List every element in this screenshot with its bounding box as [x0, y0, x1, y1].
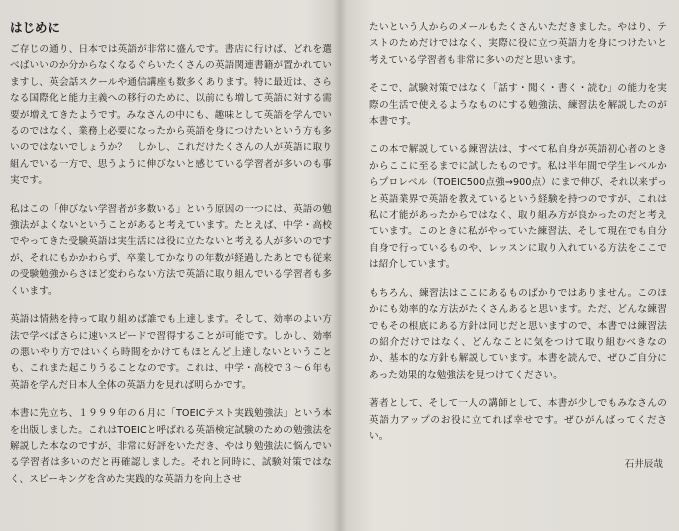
paragraph: ご存じの通り、日本では英語が非常に盛んです。書店に行けば、どれを選べばいいのか分からなくなるぐらいたくさんの英語関連書籍が置かれていますし、英会話スクールや通信講座も数多くあります。特に最近は、さらなる国際化と能力主義への移行のために、以前にも増して英語に対する需要が増えてきたようです。みなさんの中にも、趣味として英語を学んでいるのではなく、業務上必要になったから英語を身につけたいという方も多いのではないでしょうか？ しかし、これだけたくさんの人が英語に取り組んでいる一方で、思うように伸びないと感じている学習者が多いのも事実です。 [10, 44, 332, 187]
right-page [345, 0, 679, 531]
left-page [0, 0, 338, 531]
author-signature: 石井辰哉 [624, 459, 663, 471]
paragraph: そこで、試験対策ではなく「話す・聞く・書く・読む」の能力を実際の生活で使えるようなものにする勉強法、練習法を解説したのが本書です。 [369, 83, 667, 128]
paragraph: 本書に先立ち、１９９９年の６月に「TOEICテスト実践勉強法」という本を出版しました。これはTOEICと呼ばれる英語検定試験のための勉強法を解説した本なのですが、非常に好評をいただき、やはり勉強法に悩んでいる学習者は多いのだと再確認しました。それと同時に、試験対策ではなく、スピーキングを含めた実践的な英語力を向上させ [10, 408, 332, 485]
paragraph: この本で解説している練習法は、すべて私自身が英語初心者のときからここに至るまでに試したものです。私は半年間で学生レベルからプロレベル（TOEIC500点強→900点）にまで伸び、それ以来ずっと英語業界で英語を教えているという経験を持つのですが、これは私に才能があったからではなく、取り組み方が良かったのだと考えています。このときに私がやっていた練習法、そして現在でも自分自身で行っているものや、レッスンに取り入れている方法をここでは紹介しています。 [369, 144, 667, 271]
paragraph: 英語は情熱を持って取り組めば誰でも上達します。そして、効率のよい方法で学べばさらに速いスピードで習得することが可能です。しかし、効率の悪いやり方ではいくら時間をかけてもほとんど上達しないということも、これまた起こりうることなのです。これは、中学・高校で３～６年も英語を学んだ日本人全体の英語力を見れば明らかです。 [10, 314, 332, 391]
paragraph: もちろん、練習法はここにあるものばかりではありません。このほかにも効率的な方法がたくさんあると思います。ただ、どんな練習でもその根底にある方針は同じだと思いますので、本書では練習法の紹介だけではなく、どんなことに気をつけて取り組むべきなのか、基本的な方針も解説しています。本書を読んで、ぜひご自分にあった効果的な勉強法を見つけてください。 [369, 287, 667, 381]
paragraph: たいという人からのメールもたくさんいただきました。やはり、テストのためだけではなく、実際に役に立つ英語力を身につけたいと考えている学習者も非常に多いのだと思います。 [369, 22, 667, 66]
section-heading: はじめに [10, 20, 61, 35]
paragraph: 私はこの「伸びない学習者が多数いる」という原因の一つには、英語の勉強法がよくないということがあると考えています。たとえば、中学・高校でやってきた受験英語は実生活には役に立たないと考える人が多いのですが、それにもかかわらず、卒業してかなりの年数が経過したあとでも従来の受験勉強からさほど変わらない方法で英語に取り組んでいる学習者も多くいます。 [10, 203, 332, 297]
paragraph: 著者として、そして一人の講師として、本書が少しでもみなさんの英語力アップのお役に立てれば幸せです。ぜひがんばってください。 [369, 398, 667, 442]
